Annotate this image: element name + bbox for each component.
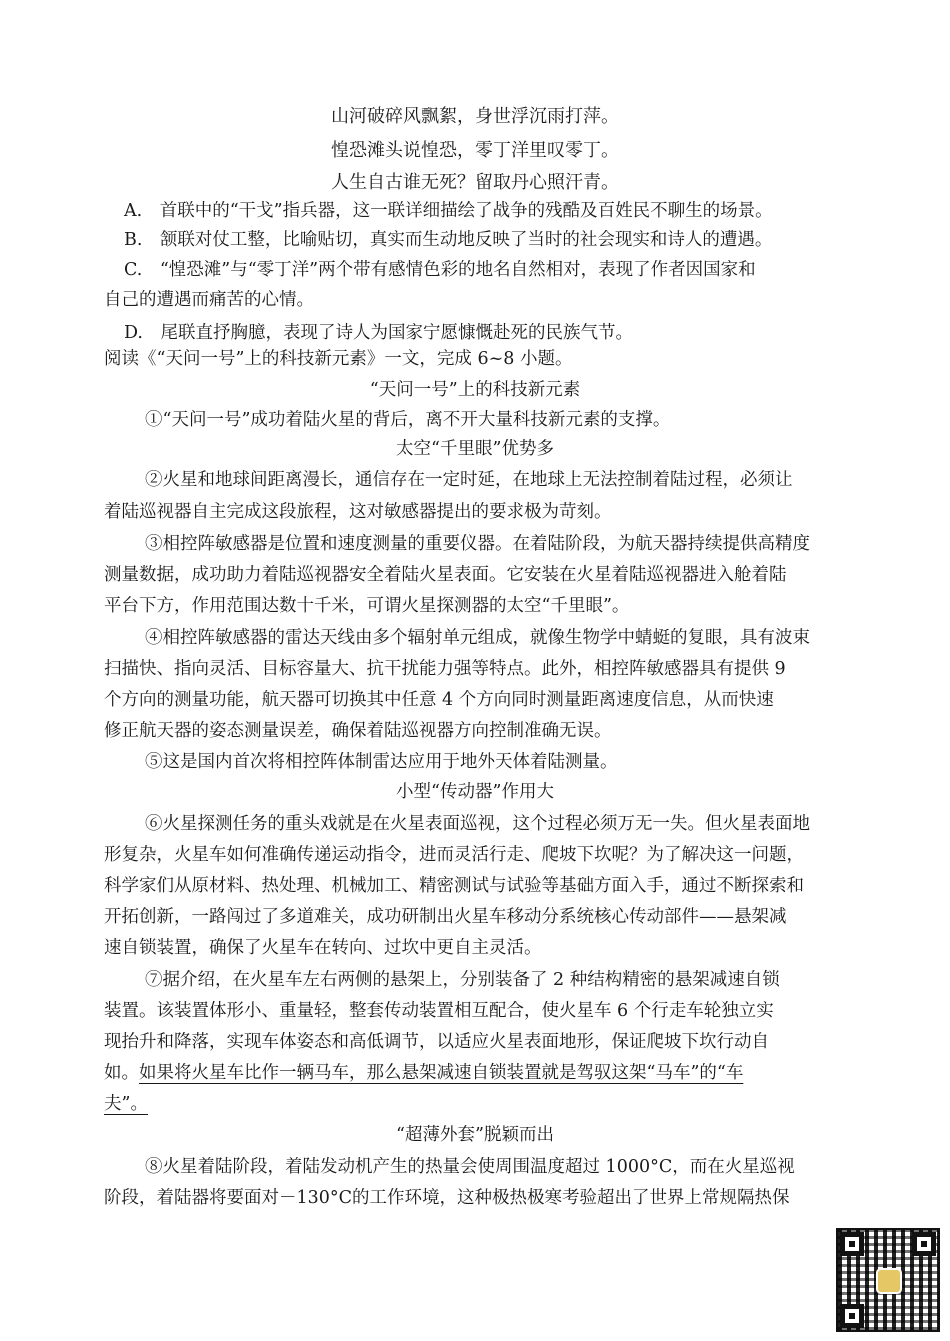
paragraph-4-line-1: ④相控阵敏感器的雷达天线由多个辐射单元组成，就像生物学中蜻蜓的复眼，具有波束 <box>145 628 810 648</box>
paragraph-3-line-2: 测量数据，成功助力着陆巡视器安全着陆火星表面。它安装在火星着陆巡视器进入舱着陆 <box>104 565 787 585</box>
option-d: D. 尾联直抒胸臆，表现了诗人为国家宁愿慷慨赴死的民族气节。 <box>124 323 633 343</box>
underlined-sentence: 如果将火星车比作一辆马车，那么悬架减速自锁装置就是驾驭这架“马车”的“车 <box>139 1063 744 1083</box>
poem-line-2: 惶恐滩头说惶恐，零丁洋里叹零丁。 <box>331 140 619 161</box>
paragraph-6-line-1: ⑥火星探测任务的重头戏就是在火星表面巡视，这个过程必须万无一失。但火星表面地 <box>145 814 810 834</box>
paragraph-4-line-3: 个方向的测量功能，航天器可切换其中任意 4 个方向同时测量距离速度信息，从而快速 <box>104 690 774 710</box>
qr-finder-icon <box>840 1232 864 1256</box>
section-heading-2: 小型“传动器”作用大 <box>396 782 554 802</box>
paragraph-7-line-2: 装置。该装置体形小、重量轻，整套传动装置相互配合，使火星车 6 个行走车轮独立实 <box>104 1001 774 1021</box>
option-c-line-1: C. “惶恐滩”与“零丁洋”两个带有感情色彩的地名自然相对，表现了作者因国家和 <box>124 260 756 280</box>
paragraph-7-line-4 <box>104 1061 743 1085</box>
paragraph-7-line-1: ⑦据介绍，在火星车左右两侧的悬架上，分别装备了 2 种结构精密的悬架减速自锁 <box>145 970 780 990</box>
paragraph-4-line-2: 扫描快、指向灵活、目标容量大、抗干扰能力强等特点。此外，相控阵敏感器具有提供 9 <box>104 659 786 679</box>
paragraph-3-line-3: 平台下方，作用范围达数十千米，可谓火星探测器的太空“千里眼”。 <box>104 596 630 616</box>
paragraph-1: ①“天问一号”成功着陆火星的背后，离不开大量科技新元素的支撑。 <box>145 410 671 430</box>
paragraph-2-line-1: ②火星和地球间距离漫长，通信存在一定时延，在地球上无法控制着陆过程，必须让 <box>145 470 793 490</box>
paragraph-6-line-3: 科学家们从原材料、热处理、机械加工、精密测试与试验等基础方面入手，通过不断探索和 <box>104 876 804 896</box>
section-heading-3: “超薄外套”脱颖而出 <box>396 1125 554 1145</box>
paragraph-4-line-4: 修正航天器的姿态测量误差，确保着陆巡视器方向控制准确无误。 <box>104 721 612 741</box>
option-c-line-2: 自己的遭遇而痛苦的心情。 <box>104 290 314 310</box>
paragraph-3-line-1: ③相控阵敏感器是位置和速度测量的重要仪器。在着陆阶段，为航天器持续提供高精度 <box>145 534 810 554</box>
reading-instruction: 阅读《“天问一号”上的科技新元素》一文，完成 6~8 小题。 <box>104 349 573 369</box>
paragraph-8-line-2: 阶段，着陆器将要面对－130°C的工作环境，这种极热极寒考验超出了世界上常规隔热保 <box>104 1188 790 1208</box>
section-heading-1: 太空“千里眼”优势多 <box>396 439 554 459</box>
option-a: A. 首联中的“干戈”指兵器，这一联详细描绘了战争的残酷及百姓民不聊生的场景。 <box>124 201 773 221</box>
article-title: “天问一号”上的科技新元素 <box>369 380 581 400</box>
paragraph-7-line-3: 现抬升和降落，实现车体姿态和高低调节，以适应火星表面地形，保证爬坡下坎行动自 <box>104 1032 769 1052</box>
underlined-sentence-end: 夫”。 <box>104 1094 148 1114</box>
qr-code-icon <box>836 1228 940 1332</box>
paragraph-7-tail: 如。 <box>104 1063 139 1083</box>
paragraph-6-line-4: 开拓创新，一路闯过了多道难关，成功研制出火星车移动分系统核心传动部件——悬架减 <box>104 907 787 927</box>
poem-line-3: 人生自古谁无死？留取丹心照汗青。 <box>331 172 619 193</box>
paragraph-6-line-2: 形复杂，火星车如何准确传递运动指令，进而灵活行走、爬坡下坎呢？为了解决这一问题， <box>104 845 804 865</box>
qr-finder-icon <box>912 1232 936 1256</box>
paragraph-6-line-5: 速自锁装置，确保了火星车在转向、过坎中更自主灵活。 <box>104 938 542 958</box>
paragraph-7-line-5 <box>104 1092 148 1116</box>
option-b: B. 颔联对仗工整，比喻贴切，真实而生动地反映了当时的社会现实和诗人的遭遇。 <box>124 230 773 250</box>
paragraph-8-line-1: ⑧火星着陆阶段，着陆发动机产生的热量会使周围温度超过 1000°C，而在火星巡视 <box>145 1157 795 1177</box>
qr-logo-icon <box>876 1268 902 1294</box>
paragraph-5: ⑤这是国内首次将相控阵体制雷达应用于地外天体着陆测量。 <box>145 752 618 772</box>
paragraph-2-line-2: 着陆巡视器自主完成这段旅程，这对敏感器提出的要求极为苛刻。 <box>104 502 612 522</box>
qr-finder-icon <box>840 1304 864 1328</box>
poem-line-1: 山河破碎风飘絮，身世浮沉雨打萍。 <box>331 106 619 127</box>
